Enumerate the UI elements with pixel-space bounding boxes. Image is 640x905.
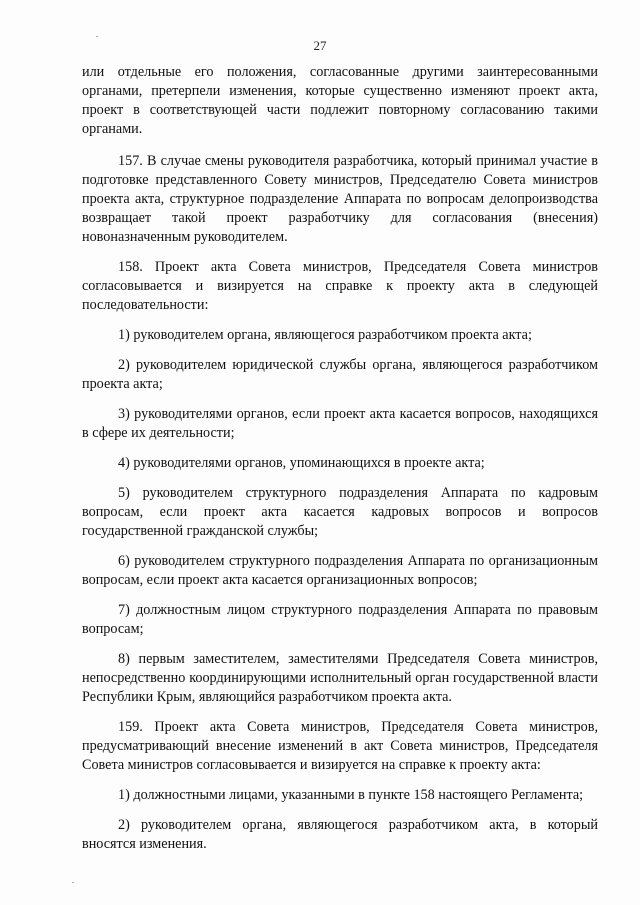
document-body [82, 63, 598, 865]
list-item-158-5: 5) руководителем структурного подразделения Аппарата по кадровым вопросам, если проект акта касается кадровых вопросов и вопросов государственной гражданской службы; [82, 485, 598, 539]
paragraph-continuation: или отдельные его положения, согласованные другими заинтересованными органами, претерпели изменения, которые существенно изменяют проект акта, проект в соответствующей части подлежит повторному согласованию такими органами. [82, 64, 598, 137]
scan-speck [96, 36, 98, 37]
page-number: 27 [313, 38, 327, 53]
list-item-158-7: 7) должностным лицом структурного подразделения Аппарата по правовым вопросам; [82, 602, 598, 637]
list-item-158-2: 2) руководителем юридической службы органа, являющегося разработчиком проекта акта; [82, 357, 598, 392]
list-item-158-3: 3) руководителями органов, если проект акта касается вопросов, находящихся в сфере их деятельности; [82, 406, 598, 441]
paragraph-157: 157. В случае смены руководителя разработчика, который принимал участие в подготовке представленного Совету министров, Председателю Совета министров проекта акта, структурное подразделение Аппарата по вопросам делопроизводства возвращает такой проект разработчику для согласования (внесения) новоназначенным руководителем. [82, 153, 598, 245]
list-item-158-8: 8) первым заместителем, заместителями Председателя Совета министров, непосредственно координирующими исполнительный орган государственной власти Республики Крым, являющийся разработчиком проекта акта. [82, 651, 598, 705]
list-item-158-1: 1) руководителем органа, являющегося разработчиком проекта акта; [118, 327, 532, 343]
list-item-158-4: 4) руководителями органов, упоминающихся в проекте акта; [118, 455, 485, 471]
list-item-159-1: 1) должностными лицами, указанными в пункте 158 настоящего Регламента; [118, 787, 584, 803]
list-item-159-2: 2) руководителем органа, являющегося разработчиком акта, в который вносятся изменения. [82, 817, 598, 852]
paragraph-158: 158. Проект акта Совета министров, Председателя Совета министров согласовывается и визируется на справке к проекту акта в следующей последовательности: [82, 259, 598, 313]
paragraph-159: 159. Проект акта Совета министров, Председателя Совета министров, предусматривающий внесение изменений в акт Совета министров, Председателя Совета министров согласовывается и визируется на справке к проекту акта: [82, 719, 598, 773]
scan-speck [72, 882, 74, 883]
list-item-158-6: 6) руководителем структурного подразделения Аппарата по организационным вопросам, если проект акта касается организационных вопросов; [82, 553, 598, 588]
